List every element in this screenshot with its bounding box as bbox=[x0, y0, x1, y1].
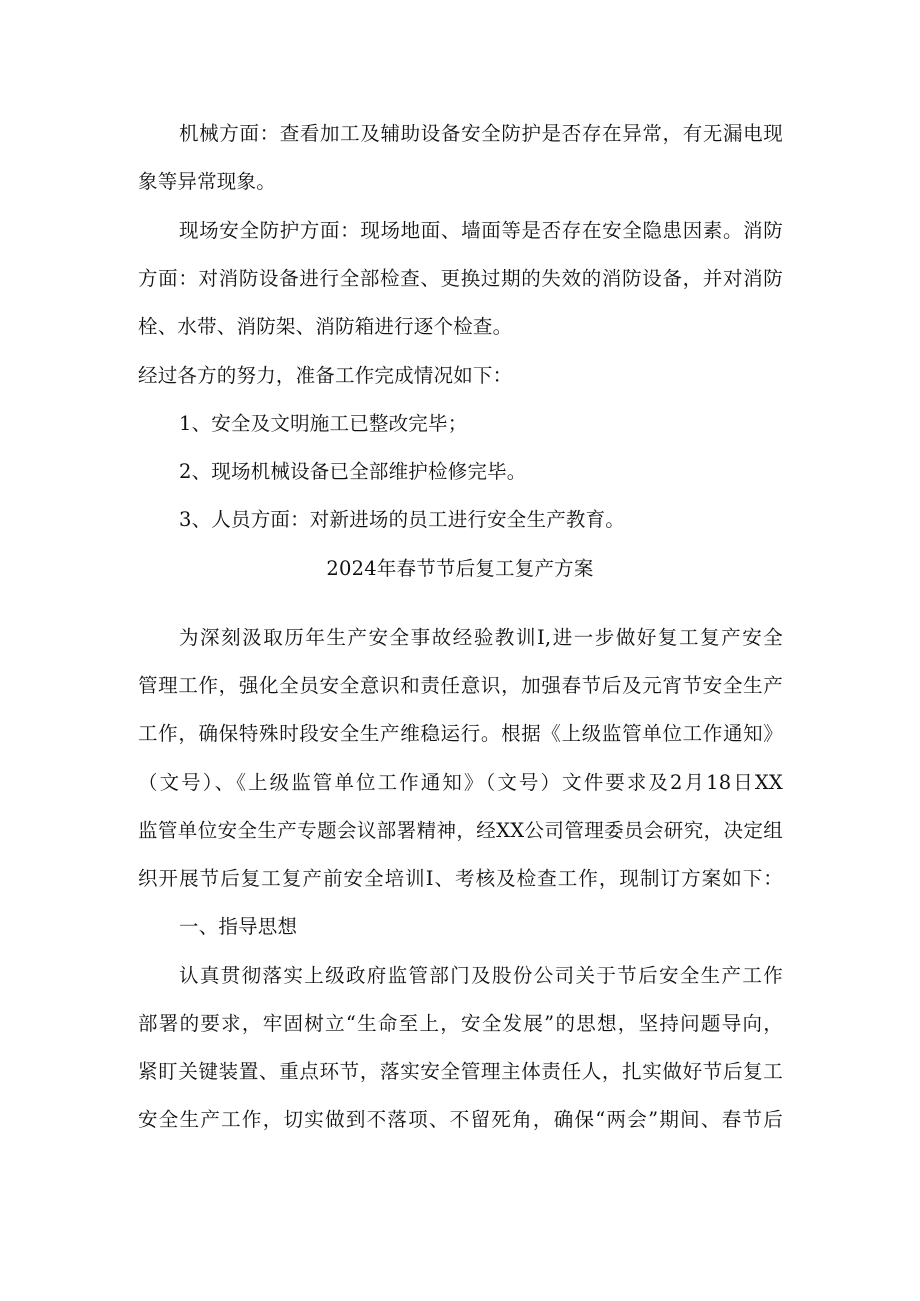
paragraph-line: 管理工作，强化全员安全意识和责任意识，加强春节后及元宵节安全生产 bbox=[138, 674, 783, 697]
list-item: 1、安全及文明施工已整改完毕； bbox=[179, 412, 468, 435]
list-item: 2、现场机械设备已全部维护检修完毕。 bbox=[179, 460, 527, 483]
paragraph-line: （文号）、《上级监管单位工作通知》（文号）文件要求及2月18日XX bbox=[138, 771, 783, 794]
paragraph-line: 紧盯关键装置、重点环节，落实安全管理主体责任人，扎实做好节后复工 bbox=[138, 1060, 783, 1083]
paragraph-line: 象等异常现象。 bbox=[138, 170, 276, 193]
paragraph-line: 部署的要求，牢固树立“生命至上，安全发展”的思想，坚持问题导向， bbox=[138, 1012, 783, 1035]
paragraph-line: 方面：对消防设备进行全部检查、更换过期的失效的消防设备，并对消防 bbox=[138, 267, 783, 290]
paragraph-line: 织开展节后复工复产前安全培训I、考核及检查工作，现制订方案如下： bbox=[138, 867, 783, 890]
section-heading: 一、指导思想 bbox=[179, 915, 298, 938]
paragraph-line: 现场安全防护方面：现场地面、墙面等是否存在安全隐患因素。消防 bbox=[179, 219, 783, 242]
document-title: 2024年春节节后复工复产方案 bbox=[326, 557, 594, 580]
paragraph-line: 工作，确保特殊时段安全生产维稳运行。根据《上级监管单位工作通知》 bbox=[138, 722, 783, 745]
paragraph-line: 经过各方的努力，准备工作完成情况如下： bbox=[138, 364, 513, 387]
paragraph-line: 监管单位安全生产专题会议部署精神，经XX公司管理委员会研究，决定组 bbox=[138, 819, 783, 842]
paragraph-line: 安全生产工作，切实做到不落项、不留死角，确保“两会”期间、春节后 bbox=[138, 1108, 783, 1131]
paragraph-line: 栓、水带、消防架、消防箱进行逐个检查。 bbox=[138, 315, 513, 338]
paragraph-line: 机械方面：查看加工及辅助设备安全防护是否存在异常，有无漏电现 bbox=[179, 122, 783, 145]
paragraph-line: 为深刻汲取历年生产安全事故经验教训I,进一步做好复工复产安全 bbox=[179, 626, 783, 649]
paragraph-line: 认真贯彻落实上级政府监管部门及股份公司关于节后安全生产工作 bbox=[179, 964, 783, 987]
list-item: 3、人员方面：对新进场的员工进行安全生产教育。 bbox=[179, 508, 626, 531]
